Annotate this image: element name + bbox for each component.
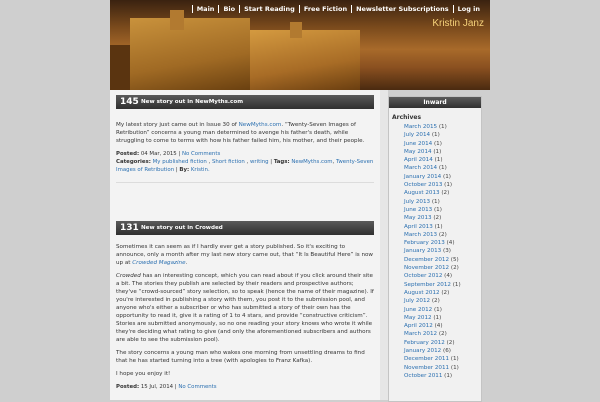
archive-link[interactable]: April 2012 [404, 323, 433, 330]
archive-link[interactable]: September 2012 [404, 281, 451, 288]
archive-count: (1) [430, 132, 440, 139]
archive-count: (1) [450, 281, 461, 288]
archive-list [389, 123, 481, 380]
archive-count: (2) [444, 339, 455, 346]
post-link[interactable]: NewMyths.com [238, 122, 282, 128]
archive-count: (2) [439, 190, 450, 197]
archive-item [389, 148, 481, 156]
by-label: By: [179, 167, 190, 173]
archive-item [389, 198, 481, 206]
nav-bio[interactable]: Bio [218, 5, 239, 13]
archive-count: (1) [432, 206, 442, 213]
archive-item [389, 347, 481, 355]
archive-link[interactable]: May 2013 [404, 215, 432, 222]
header-banner [110, 0, 490, 90]
archive-item [389, 239, 481, 247]
archive-item [389, 181, 481, 189]
archive-count: (4) [432, 323, 443, 330]
post-title[interactable]: New story out in Crowded [141, 225, 223, 231]
post-text: Crowded [116, 273, 141, 279]
archive-item [389, 164, 481, 172]
archive-item [389, 256, 481, 264]
archive-link[interactable]: April 2013 [404, 223, 433, 230]
post-meta [116, 383, 374, 391]
archive-item [389, 214, 481, 222]
archive-item [389, 355, 481, 363]
posted-date: 15 Jul, 2014 [140, 384, 174, 390]
archive-item [389, 123, 481, 131]
archive-link[interactable]: June 2014 [404, 140, 433, 147]
posted-date: 04 Mar, 2015 [140, 151, 177, 157]
archive-link[interactable]: May 2014 [404, 148, 432, 155]
archive-item [389, 372, 481, 380]
post-text: has an interesting concept, which you can read about if you click around their site a bit. The stories they publish are selected by their readers and prospective authors; they've “crowd-sourced” story selection, so to speak (hence the name of their magazine). If you're interested in publishing a story with them, you post it to the submission pool, and anyone who's either a subscriber or who has submitted a story of their own has the opportunity to read it, give it a rating of 1 to 4 stars, and provide “constructive criticism”. Stories are submitted anonymously, so no one reading your story knows who wrote it while they're deciding what rating to give (and only the aforementioned subscribers and authors are able to see the submission pool). [116, 273, 374, 343]
archive-link[interactable]: March 2015 [404, 124, 438, 130]
archive-link[interactable]: October 2012 [404, 273, 443, 280]
archive-item [389, 322, 481, 330]
archive-count: (4) [442, 273, 453, 280]
archives-heading: Archives [392, 114, 422, 121]
archive-item [389, 206, 481, 214]
site-title[interactable]: Kristin Janz [432, 18, 484, 29]
archive-item [389, 173, 481, 181]
meta-separator: | [268, 159, 274, 165]
archive-item [389, 281, 481, 289]
archive-count: (1) [432, 306, 442, 313]
nav-log-in[interactable]: Log in [453, 5, 484, 13]
archive-item [389, 364, 481, 372]
nav-free-fiction[interactable]: Free Fiction [299, 5, 351, 13]
archive-link[interactable]: January 2014 [404, 173, 442, 180]
post-divider [116, 182, 374, 183]
archive-item [389, 339, 481, 347]
archive-count: (2) [437, 331, 447, 338]
archive-link[interactable]: June 2013 [404, 206, 433, 213]
post-number: 131 [120, 223, 139, 233]
post-text: . [185, 260, 188, 266]
archive-item [389, 264, 481, 272]
archive-link[interactable]: November 2012 [404, 265, 450, 272]
archive-count: (1) [430, 198, 440, 205]
meta-separator: | [174, 384, 177, 390]
post-body: The story concerns a young man who wakes one morning from unsettling dreams to find that he has started turning into a tree (with apologies to Franz Kafka). [116, 350, 365, 364]
archive-count: (1) [449, 364, 459, 371]
tag-link[interactable]: NewMyths.com [291, 159, 333, 165]
archive-count: (2) [430, 298, 440, 305]
archive-count: (2) [437, 231, 447, 238]
tag-link[interactable]: Twenty-Seven Images of Retribution [116, 159, 374, 173]
sidebar [388, 96, 482, 402]
content-gutter [380, 90, 388, 400]
archive-link[interactable]: November 2011 [404, 364, 450, 371]
categories-label: Categories: [116, 159, 151, 165]
archive-item [389, 189, 481, 197]
meta-separator: | [174, 167, 180, 173]
fort-wall-right [250, 30, 360, 90]
archive-count: (5) [449, 256, 459, 263]
nav-main[interactable]: Main [192, 5, 219, 13]
post-text: My latest story just came out in Issue 30 of [116, 122, 239, 128]
archive-count: (1) [431, 148, 442, 155]
archive-link[interactable]: December 2012 [404, 256, 450, 263]
archive-count: (1) [442, 182, 453, 189]
archive-item [389, 272, 481, 280]
archive-link[interactable]: March 2012 [404, 331, 438, 338]
nav-newsletter[interactable]: Newsletter Subscriptions [351, 5, 453, 13]
archive-item [389, 156, 481, 164]
archive-count: (3) [441, 248, 451, 255]
archive-link[interactable]: October 2013 [404, 182, 443, 189]
archive-link[interactable]: March 2013 [404, 231, 438, 238]
meta-separator: , [244, 159, 250, 165]
sidebar-heading: Inward [389, 97, 481, 108]
post-link[interactable]: Crowded Magazine [132, 260, 186, 266]
posted-label: Posted: [116, 384, 140, 390]
archive-count: (1) [437, 165, 447, 172]
archive-item [389, 330, 481, 338]
archive-item [389, 306, 481, 314]
post-meta [116, 150, 374, 174]
post-body [116, 243, 374, 267]
archive-count: (6) [441, 348, 451, 355]
posted-label: Posted: [116, 151, 140, 157]
comments-link[interactable]: No Comments [182, 151, 221, 157]
main-content [110, 90, 380, 400]
meta-separator: , [206, 159, 212, 165]
archive-link[interactable]: December 2011 [404, 356, 450, 363]
archive-link[interactable]: July 2012 [404, 298, 431, 305]
archive-count: (1) [432, 157, 443, 164]
fort-wall-left [130, 18, 250, 90]
archive-link[interactable]: August 2012 [404, 289, 440, 296]
archive-link[interactable]: July 2014 [404, 132, 431, 139]
archive-count: (1) [449, 356, 459, 363]
author-link[interactable]: Kristin. [190, 167, 210, 173]
post-number: 145 [120, 97, 139, 107]
archive-count: (1) [442, 372, 453, 379]
meta-separator: | [178, 151, 181, 157]
top-nav [192, 5, 484, 13]
post-text: Sometimes it can seem as if I hardly ever get a story published. So it's exciting to announce, only a month after my last new story came out, that “It Is Beautiful Here” is now up at [116, 244, 373, 266]
archive-link[interactable]: February 2013 [404, 240, 445, 247]
archive-item [389, 289, 481, 297]
category-link[interactable]: My published fiction [152, 159, 207, 165]
post-body: I hope you enjoy it! [116, 371, 171, 377]
post-body [116, 121, 374, 145]
archive-count: (2) [449, 265, 459, 272]
category-link[interactable]: writing [249, 159, 269, 165]
post-title-bar [116, 95, 374, 109]
post-text: . “Twenty-Seven Images of Retribution” concerns a young man determined to avenge his father's death, while struggling to come to terms with how his father failed him, his mother, and their people. [116, 122, 365, 144]
archive-link[interactable]: June 2012 [404, 306, 433, 313]
archive-link[interactable]: January 2013 [404, 248, 442, 255]
post-title[interactable]: New story out in NewMyths.com [141, 99, 244, 105]
archive-item [389, 314, 481, 322]
archive-link[interactable]: April 2014 [404, 157, 433, 164]
archive-link[interactable]: January 2012 [404, 348, 442, 355]
fort-tower [290, 22, 302, 38]
archive-count: (1) [441, 173, 451, 180]
meta-separator: , [332, 159, 336, 165]
archive-item [389, 223, 481, 231]
post-body [116, 272, 374, 344]
fort-tower [170, 10, 184, 30]
archive-count: (1) [432, 140, 442, 147]
archive-item [389, 140, 481, 148]
archive-count: (4) [444, 240, 455, 247]
archive-item [389, 231, 481, 239]
archive-count: (1) [437, 124, 447, 130]
archive-count: (2) [439, 289, 450, 296]
archive-link[interactable]: March 2014 [404, 165, 438, 172]
archive-link[interactable]: February 2012 [404, 339, 445, 346]
comments-link[interactable]: No Comments [178, 384, 217, 390]
archive-item [389, 297, 481, 305]
category-link[interactable]: Short fiction [211, 159, 245, 165]
archive-item [389, 131, 481, 139]
tags-label: Tags: [273, 159, 290, 165]
archive-count: (2) [431, 215, 442, 222]
archive-count: (1) [432, 223, 443, 230]
nav-start-reading[interactable]: Start Reading [239, 5, 299, 13]
archive-link[interactable]: July 2013 [404, 198, 431, 205]
archive-link[interactable]: May 2012 [404, 314, 432, 321]
archive-item [389, 247, 481, 255]
archive-link[interactable]: August 2013 [404, 190, 440, 197]
post [116, 95, 374, 183]
archive-count: (1) [431, 314, 442, 321]
post-title-bar [116, 221, 374, 235]
archive-link[interactable]: October 2011 [404, 372, 443, 379]
post [116, 221, 374, 391]
